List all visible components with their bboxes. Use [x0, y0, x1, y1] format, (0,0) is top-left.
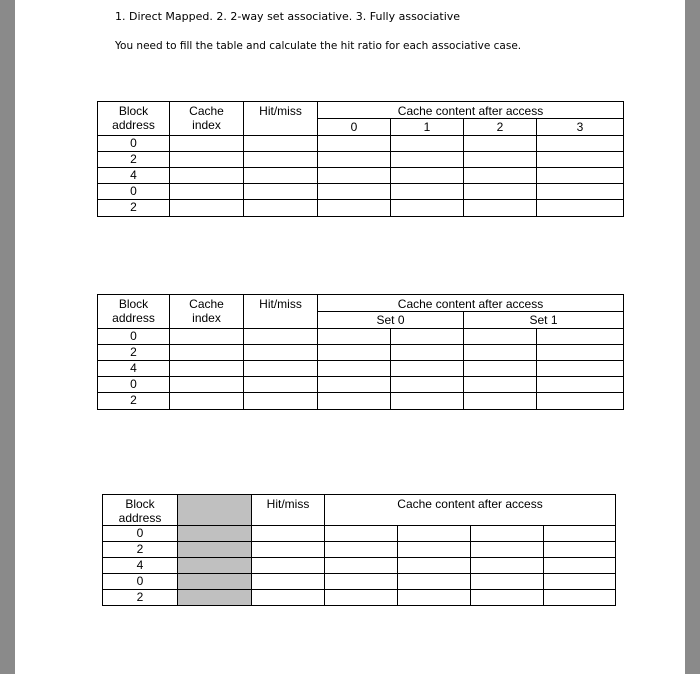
question-instructions: You need to fill the table and calculate the hit ratio for each associative case. [115, 40, 522, 52]
block-address-cell: 2 [130, 345, 137, 359]
block-address-cell: 0 [136, 574, 144, 588]
cache-index-header: Cache index [189, 104, 224, 132]
block-address-header: Block address [118, 497, 162, 525]
hit-miss-header: Hit/miss [259, 297, 302, 311]
block-address-cell: 4 [130, 361, 137, 375]
cache-line-1-header: 1 [423, 120, 431, 134]
document-page [15, 0, 685, 674]
cache-content-header: Cache content after access [397, 497, 543, 511]
cache-line-2-header: 2 [496, 120, 504, 134]
block-address-cell: 0 [130, 377, 137, 391]
set-0-header: Set 0 [376, 313, 405, 327]
cache-content-header: Cache content after access [397, 104, 544, 118]
block-address-cell: 0 [130, 184, 137, 198]
cache-line-3-header: 3 [576, 120, 584, 134]
block-address-cell: 0 [130, 329, 137, 343]
block-address-cell: 4 [136, 558, 144, 572]
set-1-header: Set 1 [529, 313, 558, 327]
block-address-cell: 2 [136, 542, 144, 556]
block-address-cell: 4 [130, 168, 137, 182]
fully-associative-table [102, 494, 616, 606]
cache-content-header: Cache content after access [397, 297, 544, 311]
block-address-cell: 0 [136, 526, 144, 540]
hit-miss-header: Hit/miss [266, 497, 310, 511]
question-title: 1. Direct Mapped. 2. 2-way set associative. 3. Fully associative [115, 10, 461, 23]
block-address-cell: 2 [130, 393, 137, 407]
block-address-header: Block address [112, 297, 155, 325]
block-address-cell: 2 [130, 200, 137, 214]
block-address-cell: 2 [136, 590, 144, 604]
cache-line-0-header: 0 [350, 120, 358, 134]
cache-index-header: Cache index [189, 297, 224, 325]
block-address-cell: 2 [130, 152, 137, 166]
hit-miss-header: Hit/miss [259, 104, 302, 118]
two-way-set-associative-table [97, 294, 624, 410]
block-address-header: Block address [112, 104, 155, 132]
direct-mapped-table [97, 101, 624, 217]
block-address-cell: 0 [130, 136, 137, 150]
